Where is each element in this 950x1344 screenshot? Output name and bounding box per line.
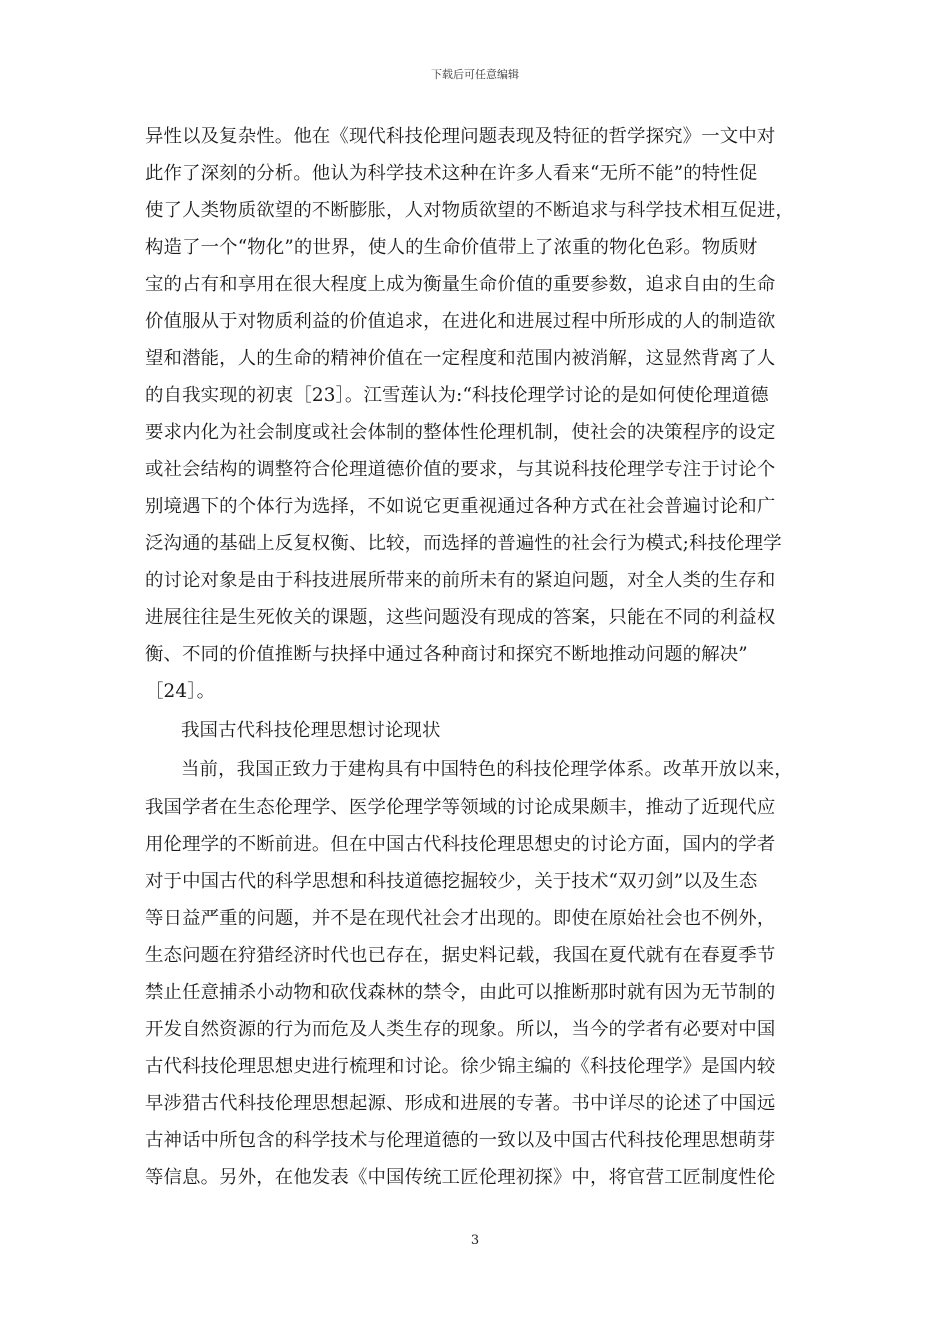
text-line: 开发自然资源的行为而危及人类生存的现象。所以，当今的学者有必要对中国 xyxy=(145,1019,776,1040)
page-header: 下载后可任意编辑 xyxy=(431,68,519,81)
text-line: 价值服从于对物质利益的价值追求，在进化和进展过程中所形成的人的制造欲 xyxy=(145,311,776,332)
text-line: 异性以及复杂性。他在《现代科技伦理问题表现及特征的哲学探究》一文中对 xyxy=(145,126,776,147)
page-number: 3 xyxy=(470,1233,480,1248)
text-line: 宝的占有和享用在很大程度上成为衡量生命价值的重要参数，追求自由的生命 xyxy=(145,274,776,295)
text-line: 进展往往是生死攸关的课题，这些问题没有现成的答案，只能在不同的利益权 xyxy=(145,607,776,628)
text-line: 望和潜能，人的生命的精神价值在一定程度和范围内被消解，这显然背离了人 xyxy=(145,348,776,369)
text-line: 别境遇下的个体行为选择，不如说它更重视通过各种方式在社会普遍讨论和广 xyxy=(145,496,776,517)
text-line: 当前，我国正致力于建构具有中国特色的科技伦理学体系。改革开放以来， xyxy=(181,759,793,780)
text-line: 的讨论对象是由于科技进展所带来的前所未有的紧迫问题，对全人类的生存和 xyxy=(145,570,776,591)
text-line: 禁止任意捕杀小动物和砍伐森林的禁令，由此可以推断那时就有因为无节制的 xyxy=(145,982,776,1003)
text-line: 的自我实现的初衷［23］。江雪莲认为:“科技伦理学讨论的是如何使伦理道德 xyxy=(145,385,769,406)
text-line: 生态问题在狩猎经济时代也已存在，据史料记载，我国在夏代就有在春夏季节 xyxy=(145,945,776,966)
text-line: 等信息。另外，在他发表《中国传统工匠伦理初探》中，将官营工匠制度性伦 xyxy=(145,1167,776,1188)
text-line: 早涉猎古代科技伦理思想起源、形成和进展的专著。书中详尽的论述了中国远 xyxy=(145,1093,776,1114)
text-line: 泛沟通的基础上反复权衡、比较，而选择的普遍性的社会行为模式;科技伦理学 xyxy=(145,533,782,554)
text-line: ［24］。 xyxy=(145,681,216,702)
text-line: 等日益严重的问题，并不是在现代社会才出现的。即使在原始社会也不例外， xyxy=(145,908,776,929)
section-heading: 我国古代科技伦理思想讨论现状 xyxy=(181,720,441,741)
text-line: 我国学者在生态伦理学、医学伦理学等领域的讨论成果颇丰，推动了近现代应 xyxy=(145,797,776,818)
text-line: 古代科技伦理思想史进行梳理和讨论。徐少锦主编的《科技伦理学》是国内较 xyxy=(145,1056,776,1077)
text-line: 对于中国古代的科学思想和科技道德挖掘较少，关于技术“双刃剑”以及生态 xyxy=(145,871,758,892)
text-line: 要求内化为社会制度或社会体制的整体性伦理机制，使社会的决策程序的设定 xyxy=(145,422,776,443)
text-line: 使了人类物质欲望的不断膨胀，人对物质欲望的不断追求与科学技术相互促进， xyxy=(145,200,794,221)
text-line: 构造了一个“物化”的世界，使人的生命价值带上了浓重的物化色彩。物质财 xyxy=(145,237,758,258)
text-line: 衡、不同的价值推断与抉择中通过各种商讨和探究不断地推动问题的解决” xyxy=(145,644,748,665)
text-line: 用伦理学的不断前进。但在中国古代科技伦理思想史的讨论方面，国内的学者 xyxy=(145,834,776,855)
text-line: 此作了深刻的分析。他认为科学技术这种在许多人看来“无所不能”的特性促 xyxy=(145,163,758,184)
text-line: 或社会结构的调整符合伦理道德价值的要求，与其说科技伦理学专注于讨论个 xyxy=(145,459,776,480)
text-line: 古神话中所包含的科学技术与伦理道德的一致以及中国古代科技伦理思想萌芽 xyxy=(145,1130,776,1151)
